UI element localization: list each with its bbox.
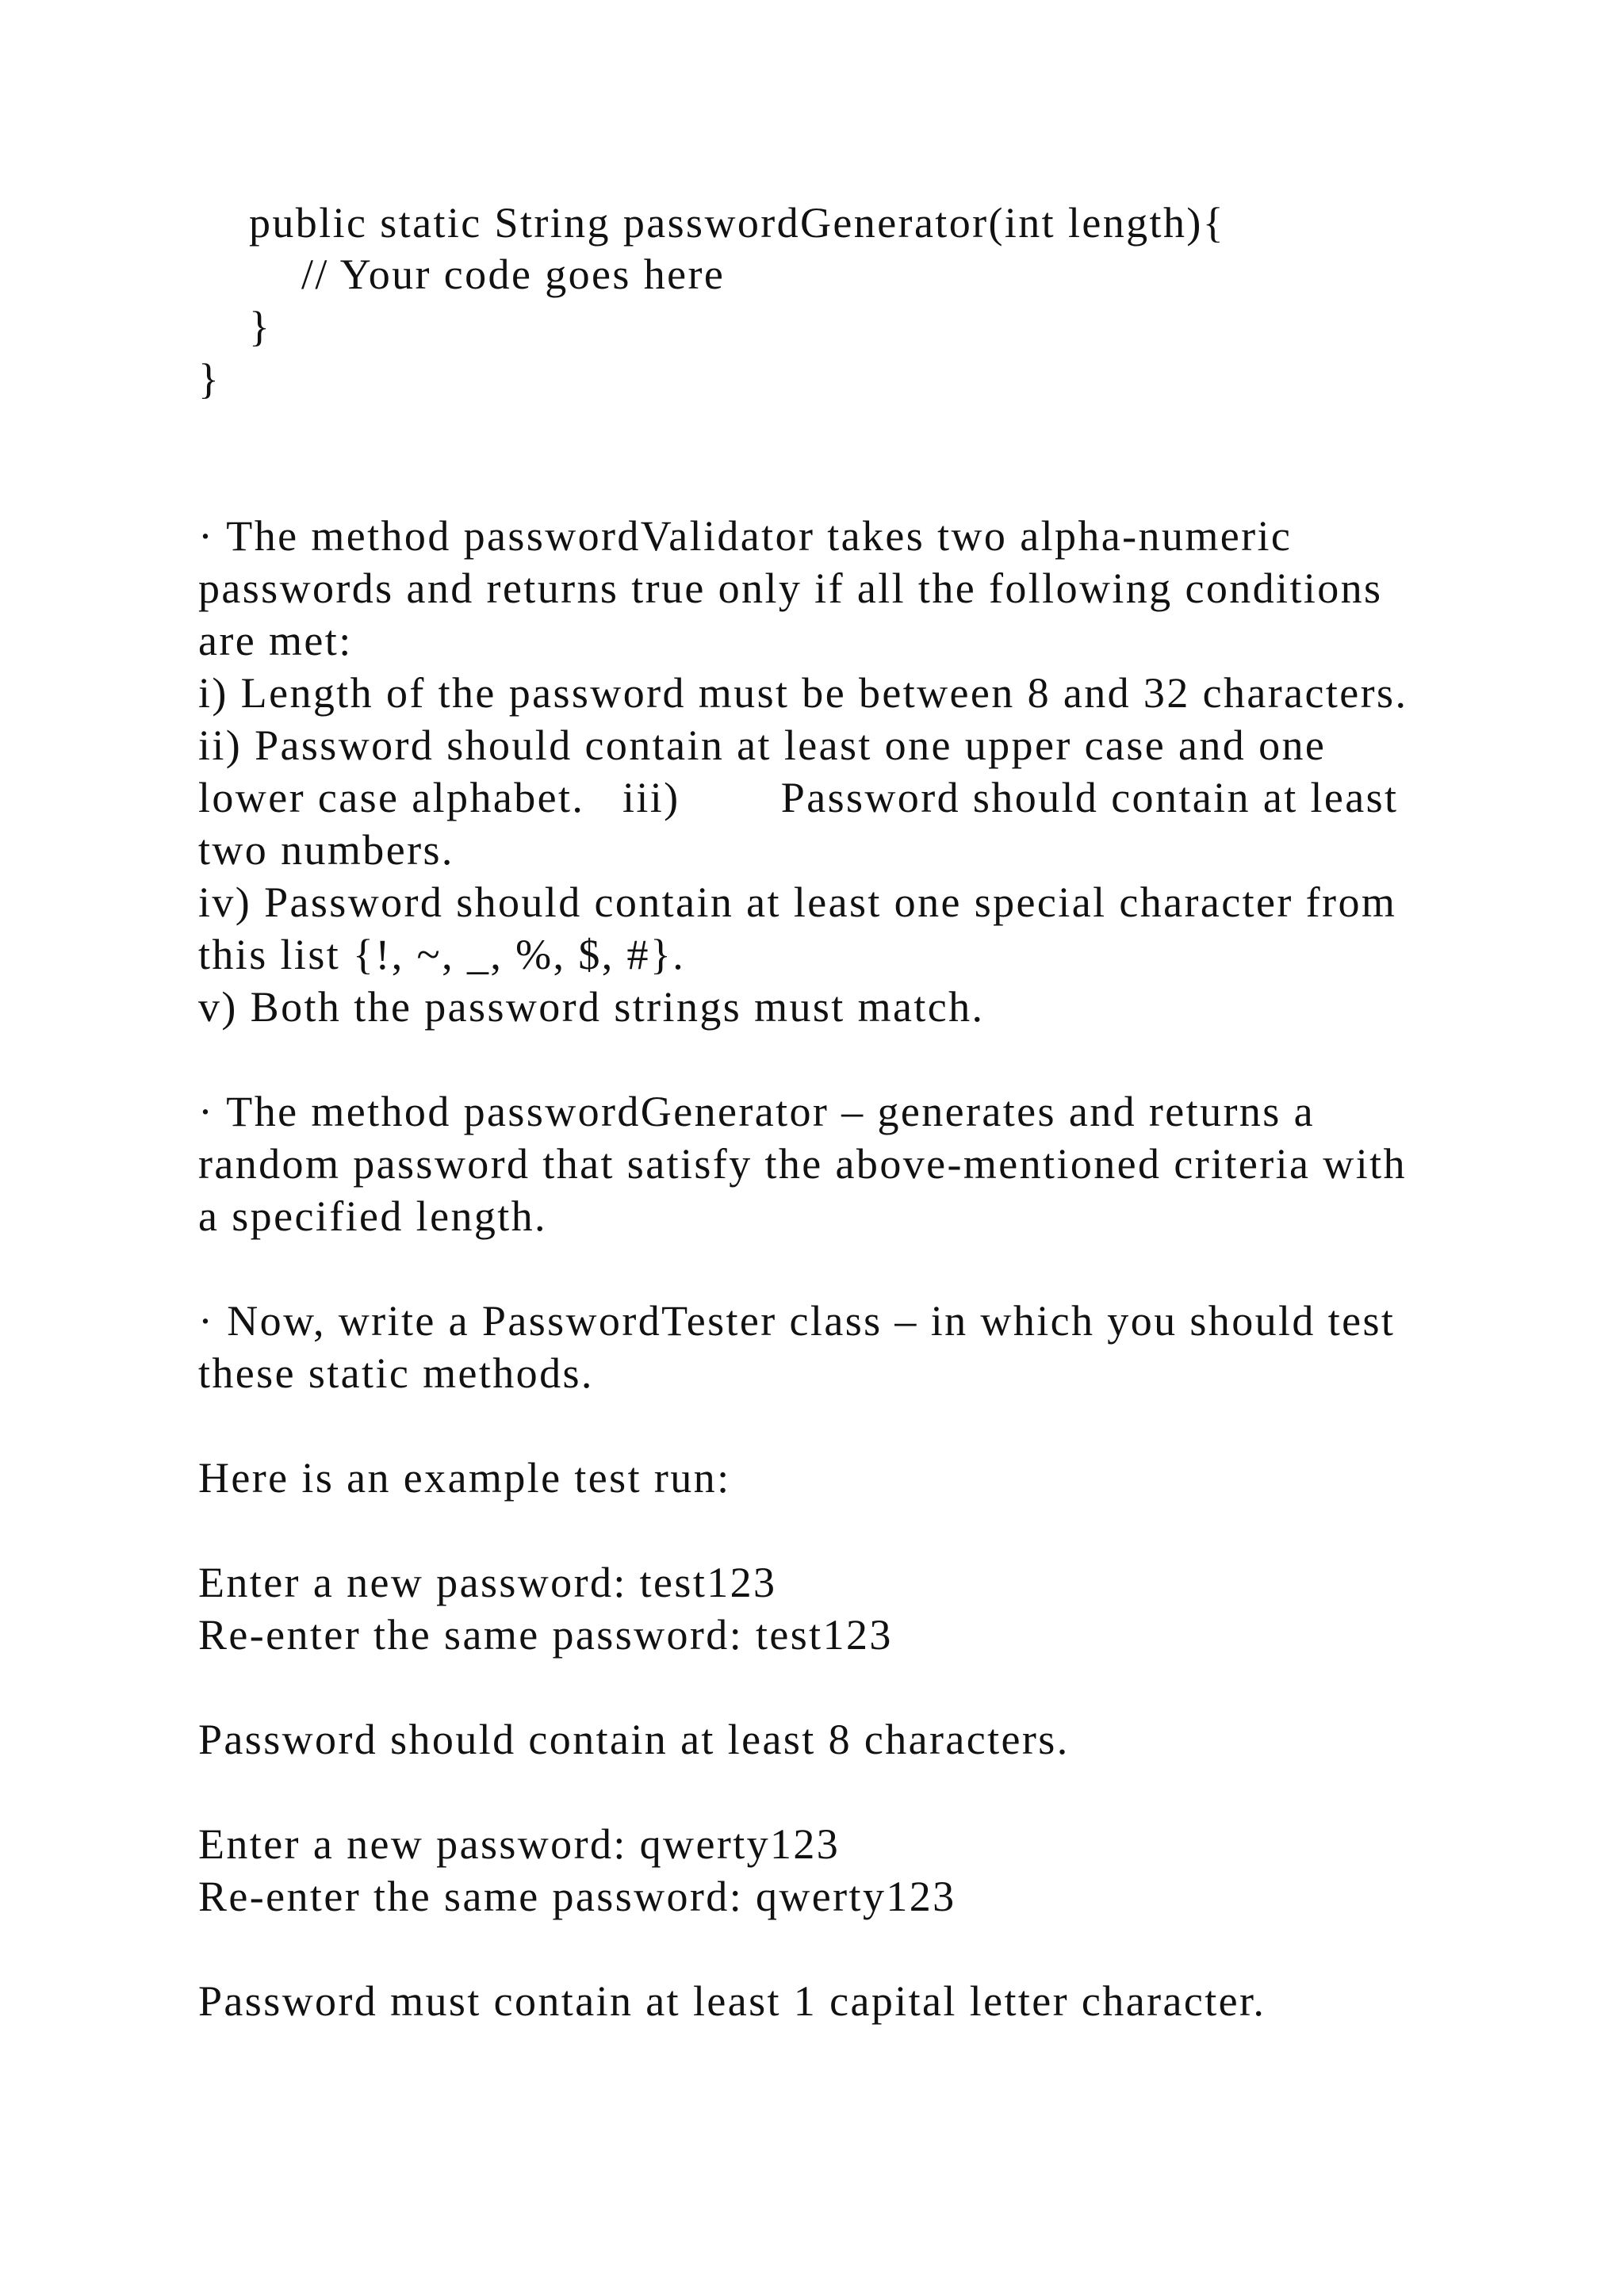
validator-intro-line-3: are met: — [198, 617, 353, 664]
validator-condition-ii-line-1: ii) Password should contain at least one upper case and one — [198, 721, 1327, 769]
code-comment: // Your code goes here — [301, 251, 726, 298]
tester-line-1: · Now, write a PasswordTester class – in which you should test — [198, 1297, 1396, 1345]
generator-line-1: · The method passwordGenerator – generates and returns a — [198, 1088, 1315, 1135]
example-run1-enter: Enter a new password: test123 — [198, 1559, 777, 1606]
generator-line-2: random password that satisfy the above-mentioned criteria with — [198, 1140, 1407, 1188]
example-run1-message: Password should contain at least 8 characters. — [198, 1716, 1070, 1763]
example-run2-message: Password must contain at least 1 capital letter character. — [198, 1977, 1266, 2025]
code-inner-close-brace: } — [249, 303, 272, 350]
validator-condition-iv-line-1: iv) Password should contain at least one special character from — [198, 878, 1397, 926]
validator-condition-v: v) Both the password strings must match. — [198, 983, 985, 1031]
validator-intro-line-1: · The method passwordValidator takes two alpha-numeric — [198, 512, 1293, 560]
validator-condition-i: i) Length of the password must be between 8 and 32 characters. — [198, 669, 1408, 717]
example-run2-reenter: Re-enter the same password: qwerty123 — [198, 1873, 956, 1920]
validator-condition-iii-line-2: two numbers. — [198, 826, 454, 874]
example-heading: Here is an example test run: — [198, 1454, 731, 1502]
example-run2-enter: Enter a new password: qwerty123 — [198, 1820, 841, 1868]
validator-condition-iv-line-2: this list {!, ~, _, %, $, #}. — [198, 931, 686, 978]
code-outer-close-brace: } — [198, 355, 221, 403]
tester-line-2: these static methods. — [198, 1349, 594, 1397]
validator-condition-ii-line-2: lower case alphabet. iii) Password should contain at least — [198, 774, 1399, 821]
example-run1-reenter: Re-enter the same password: test123 — [198, 1611, 893, 1659]
validator-intro-line-2: passwords and returns true only if all the following conditions — [198, 564, 1383, 612]
generator-line-3: a specified length. — [198, 1192, 547, 1240]
code-method-signature: public static String passwordGenerator(int length){ — [249, 199, 1226, 247]
